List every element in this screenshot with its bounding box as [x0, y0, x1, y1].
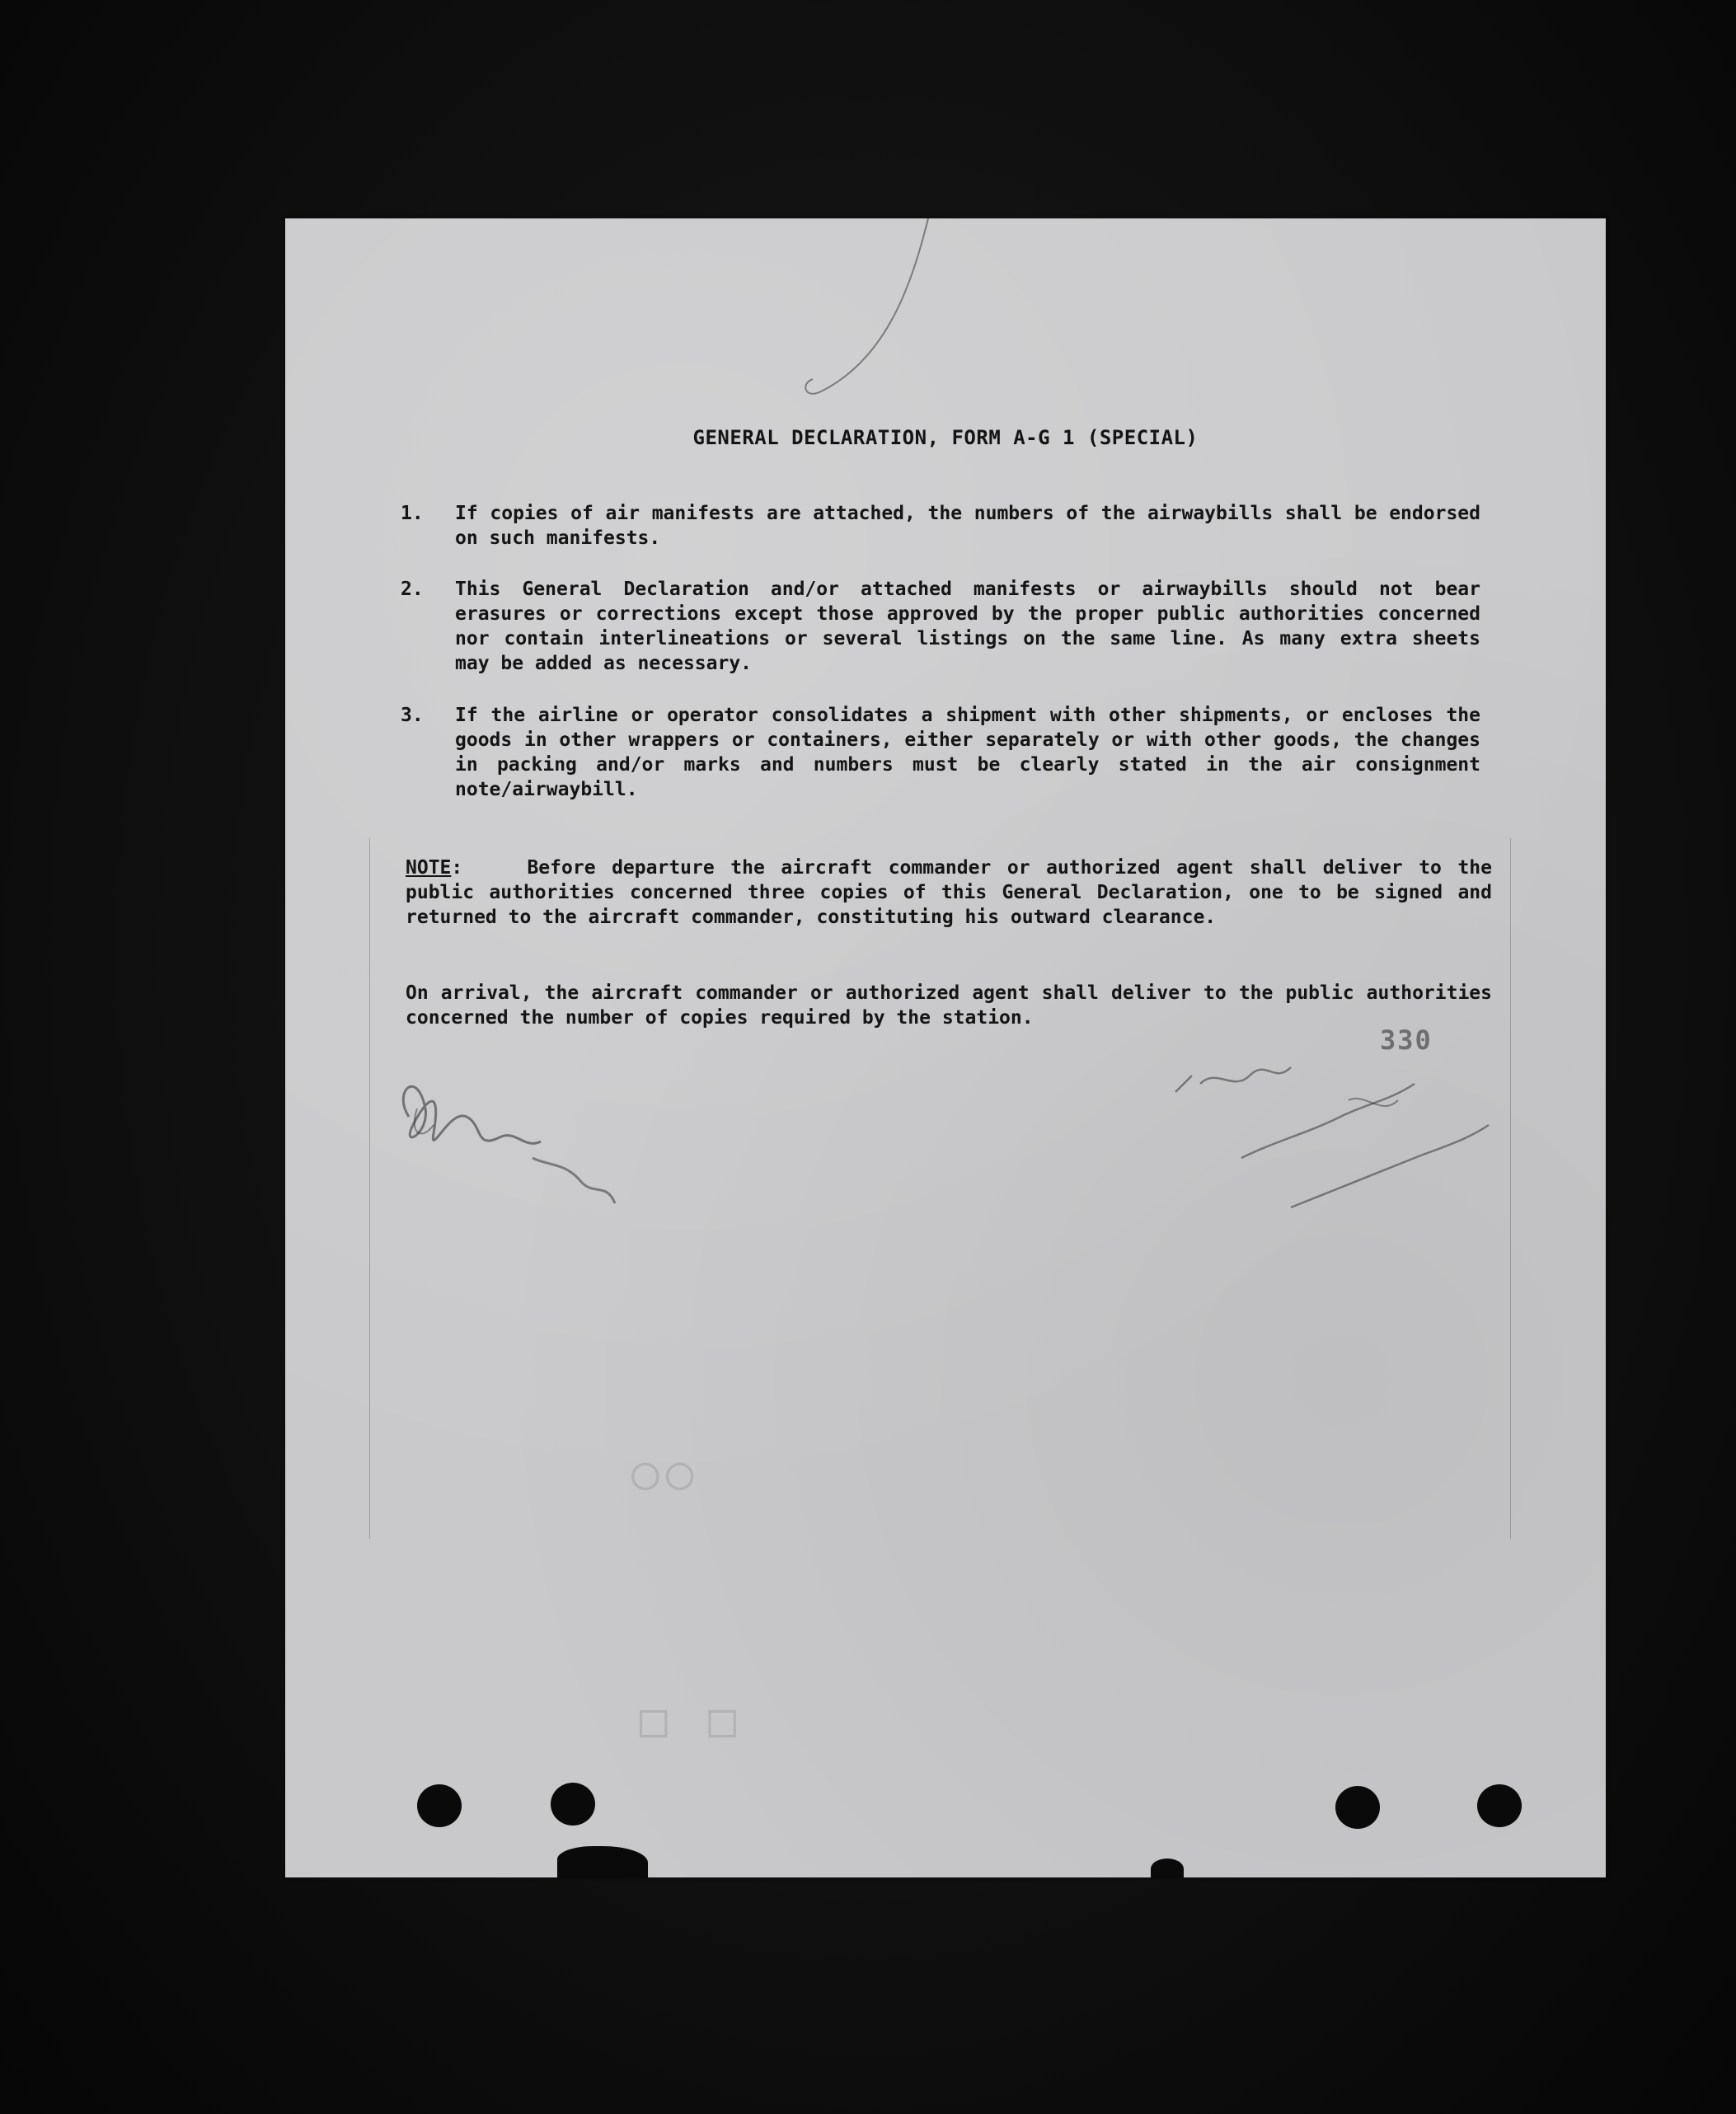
- punch-hole: [417, 1784, 462, 1827]
- item-text: This General Declaration and/or attached manifests or airwaybills should not bear erasures or corrections except those approved by the proper public authorities concerned nor contain interlineations or several listings on the same line. As many extra sheets may be added as necessary.: [455, 579, 1480, 674]
- document-page: [285, 218, 1606, 1877]
- note-text: Before departure the aircraft commander or authorized agent shall deliver to the public authorities concerned three copies of this General Declaration, one to be signed and returned to the aircraft commander, constituting his outward clearance.: [406, 857, 1492, 928]
- item-number: 2.: [401, 579, 424, 600]
- handwritten-notes-right: [1142, 1043, 1522, 1257]
- torn-edge: [1151, 1859, 1184, 1877]
- handwritten-signature-left: [384, 1059, 648, 1224]
- document-title: GENERAL DECLARATION, FORM A-G 1 (SPECIAL): [692, 426, 1199, 449]
- bleed-line: [369, 838, 370, 1539]
- list-item-1: [401, 501, 1480, 551]
- item-number: 1.: [401, 503, 424, 524]
- list-item-2: [401, 577, 1480, 676]
- stamped-number: 330: [1380, 1024, 1433, 1056]
- punch-hole: [1335, 1786, 1380, 1829]
- arrival-paragraph: On arrival, the aircraft commander or authorized agent shall deliver to the public authorities concerned the number of copies required by the station.: [406, 982, 1492, 1029]
- note-paragraph: [406, 855, 1492, 930]
- bleed-through-marks: ○○: [631, 1446, 701, 1500]
- note-label: NOTE: [406, 857, 452, 879]
- torn-edge: [557, 1846, 648, 1877]
- pencil-line: [788, 218, 936, 408]
- item-text: If the airline or operator consolidates a shipment with other shipments, or encloses the goods in other wrappers or containers, either separately or with other goods, the changes in packing and/or marks and numbers must be clearly stated in the air consignment note/airwaybill.: [455, 705, 1480, 800]
- item-number: 3.: [401, 705, 424, 726]
- punch-hole: [1477, 1784, 1522, 1827]
- punch-hole: [551, 1783, 595, 1826]
- item-text: If copies of air manifests are attached, the numbers of the airwaybills shall be endorsed on such manifests.: [455, 503, 1480, 549]
- list-item-3: [401, 703, 1480, 802]
- bleed-through-marks-2: □ □: [640, 1694, 744, 1747]
- note-colon: :: [451, 857, 528, 879]
